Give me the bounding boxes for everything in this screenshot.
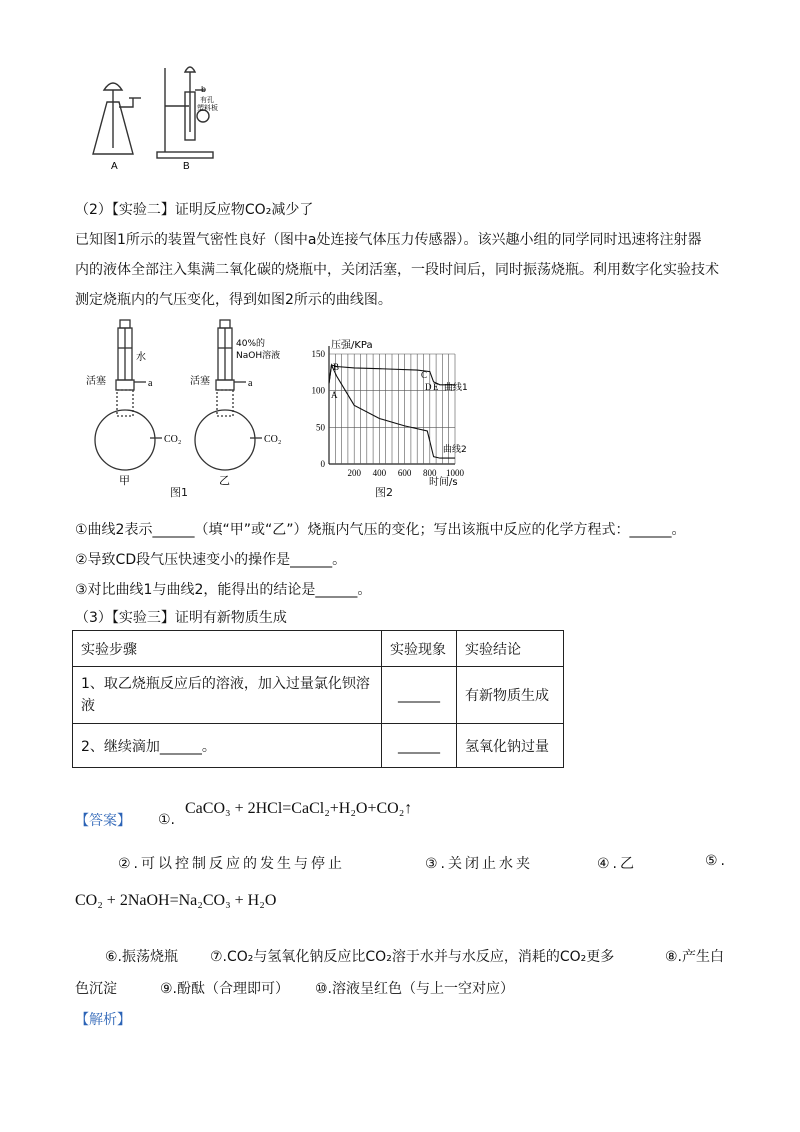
yi-sol2-label: NaOH溶液 bbox=[236, 351, 281, 361]
apparatus-ab-figure bbox=[85, 62, 225, 174]
answer-1-equation: CaCO₃ + 2HCl=CaCl₂+H₂O+CO₂↑ bbox=[185, 800, 413, 817]
exp2-heading: （2）【实验二】证明反应物CO₂减少了 bbox=[75, 202, 314, 218]
yi-co2-label: CO₂ bbox=[264, 434, 282, 445]
label-a: A bbox=[111, 161, 118, 172]
yi-valve-label: 活塞 bbox=[190, 376, 210, 387]
point-a-label: A bbox=[331, 390, 338, 400]
x-tick-label: 200 bbox=[347, 468, 361, 478]
chart-xlabel: 时间/s bbox=[429, 477, 458, 488]
label-hole: 有孔 bbox=[200, 96, 214, 104]
flask-jia-figure bbox=[80, 318, 190, 498]
question-1: ①曲线2表示______（填“甲”或“乙”）烧瓶内气压的变化；写出该瓶中反应的化学方程式：______。 bbox=[75, 522, 686, 538]
x-tick-label: 400 bbox=[372, 468, 387, 478]
y-tick-label: 0 bbox=[320, 459, 325, 469]
yi-a-label: a bbox=[248, 378, 253, 389]
curve2-label: 曲线2 bbox=[443, 445, 467, 455]
exp3-heading: （3）【实验三】证明有新物质生成 bbox=[75, 610, 287, 626]
answer-2: ②.可以控制反应的发生与停止 bbox=[118, 856, 346, 872]
label-plate: 塑料板 bbox=[197, 104, 218, 112]
chart-grid bbox=[329, 346, 455, 464]
curve1-label: 曲线1 bbox=[444, 383, 468, 393]
yi-name-label: 乙 bbox=[219, 474, 230, 487]
y-tick-label: 50 bbox=[316, 422, 325, 433]
table-row bbox=[73, 667, 564, 724]
jia-water-label: 水 bbox=[136, 352, 146, 363]
question-3: ③对比曲线1与曲线2，能得出的结论是______。 bbox=[75, 582, 372, 598]
jia-co2-label: CO₂ bbox=[164, 434, 182, 445]
answer-9: ⑨.酚酞（合理即可） bbox=[160, 981, 290, 997]
answer-7: ⑦.CO₂与氢氧化钠反应比CO₂溶于水并与水反应，消耗的CO₂更多 bbox=[210, 949, 615, 965]
jia-name-label: 甲 bbox=[119, 474, 130, 487]
table-cell: 有新物质生成 bbox=[457, 667, 564, 724]
answer-4: ④.乙 bbox=[597, 856, 638, 872]
experiment-table bbox=[72, 630, 564, 768]
point-e-label: E bbox=[433, 382, 439, 392]
exp2-para-1: 已知图1所示的装置气密性良好（图中a处连接气体压力传感器）。该兴趣小组的同学同时迅速将注射器 bbox=[75, 232, 702, 248]
answer-5: ⑤. bbox=[705, 853, 729, 869]
y-tick-label: 150 bbox=[311, 349, 325, 359]
table-cell: ______ bbox=[382, 667, 457, 724]
answer-6: ⑥.振荡烧瓶 bbox=[105, 949, 179, 965]
label-b-tag: b bbox=[201, 85, 207, 94]
table-cell: ______ bbox=[382, 724, 457, 768]
table-cell: 1、取乙烧瓶反应后的溶液，加入过量氯化钡溶液 bbox=[73, 667, 382, 724]
table-cell: 2、继续滴加______。 bbox=[73, 724, 382, 768]
y-tick-label: 100 bbox=[311, 385, 325, 396]
fig2-caption: 图2 bbox=[375, 486, 393, 499]
point-b-label: B bbox=[333, 362, 340, 372]
yi-sol1-label: 40%的 bbox=[236, 339, 266, 349]
chart-ylabel: 压强/KPa bbox=[331, 340, 373, 351]
table-header-cell: 实验结论 bbox=[457, 631, 564, 667]
jia-a-label: a bbox=[148, 378, 153, 389]
jia-valve-label: 活塞 bbox=[86, 376, 106, 387]
flask-yi-figure bbox=[190, 318, 300, 498]
answer-1-num: ①. bbox=[158, 812, 176, 828]
point-c-label: C bbox=[421, 370, 428, 380]
analysis-tag: 【解析】 bbox=[75, 1012, 131, 1028]
answer-10: ⑩.溶液呈红色（与上一空对应） bbox=[315, 981, 515, 997]
answer-3: ③.关闭止水夹 bbox=[425, 856, 534, 872]
point-d-label: D bbox=[425, 382, 432, 392]
answer-8: ⑧.产生白 bbox=[665, 949, 725, 965]
label-b: B bbox=[183, 161, 190, 172]
fig1-caption: 图1 bbox=[170, 486, 188, 499]
table-header-cell: 实验现象 bbox=[382, 631, 457, 667]
x-tick-label: 800 bbox=[423, 468, 437, 478]
answer-tag: 【答案】 bbox=[75, 813, 131, 829]
table-cell: 氢氧化钠过量 bbox=[457, 724, 564, 768]
table-row bbox=[73, 724, 564, 768]
answer-8-continued: 色沉淀 bbox=[75, 981, 117, 997]
question-2: ②导致CD段气压快速变小的操作是______。 bbox=[75, 552, 347, 568]
answer-equation-2: CO₂ + 2NaOH=Na₂CO₃ + H₂O bbox=[75, 892, 277, 909]
pressure-chart bbox=[305, 328, 485, 500]
exp2-para-3: 测定烧瓶内的气压变化，得到如图2所示的曲线图。 bbox=[75, 292, 392, 308]
table-header-row bbox=[73, 631, 564, 667]
table-header-cell: 实验步骤 bbox=[73, 631, 382, 667]
x-tick-label: 600 bbox=[397, 468, 412, 478]
exp2-para-2: 内的液体全部注入集满二氧化碳的烧瓶中，关闭活塞，一段时间后，同时振荡烧瓶。利用数字化实验技术 bbox=[75, 262, 719, 278]
x-tick-label: 1000 bbox=[446, 468, 464, 478]
